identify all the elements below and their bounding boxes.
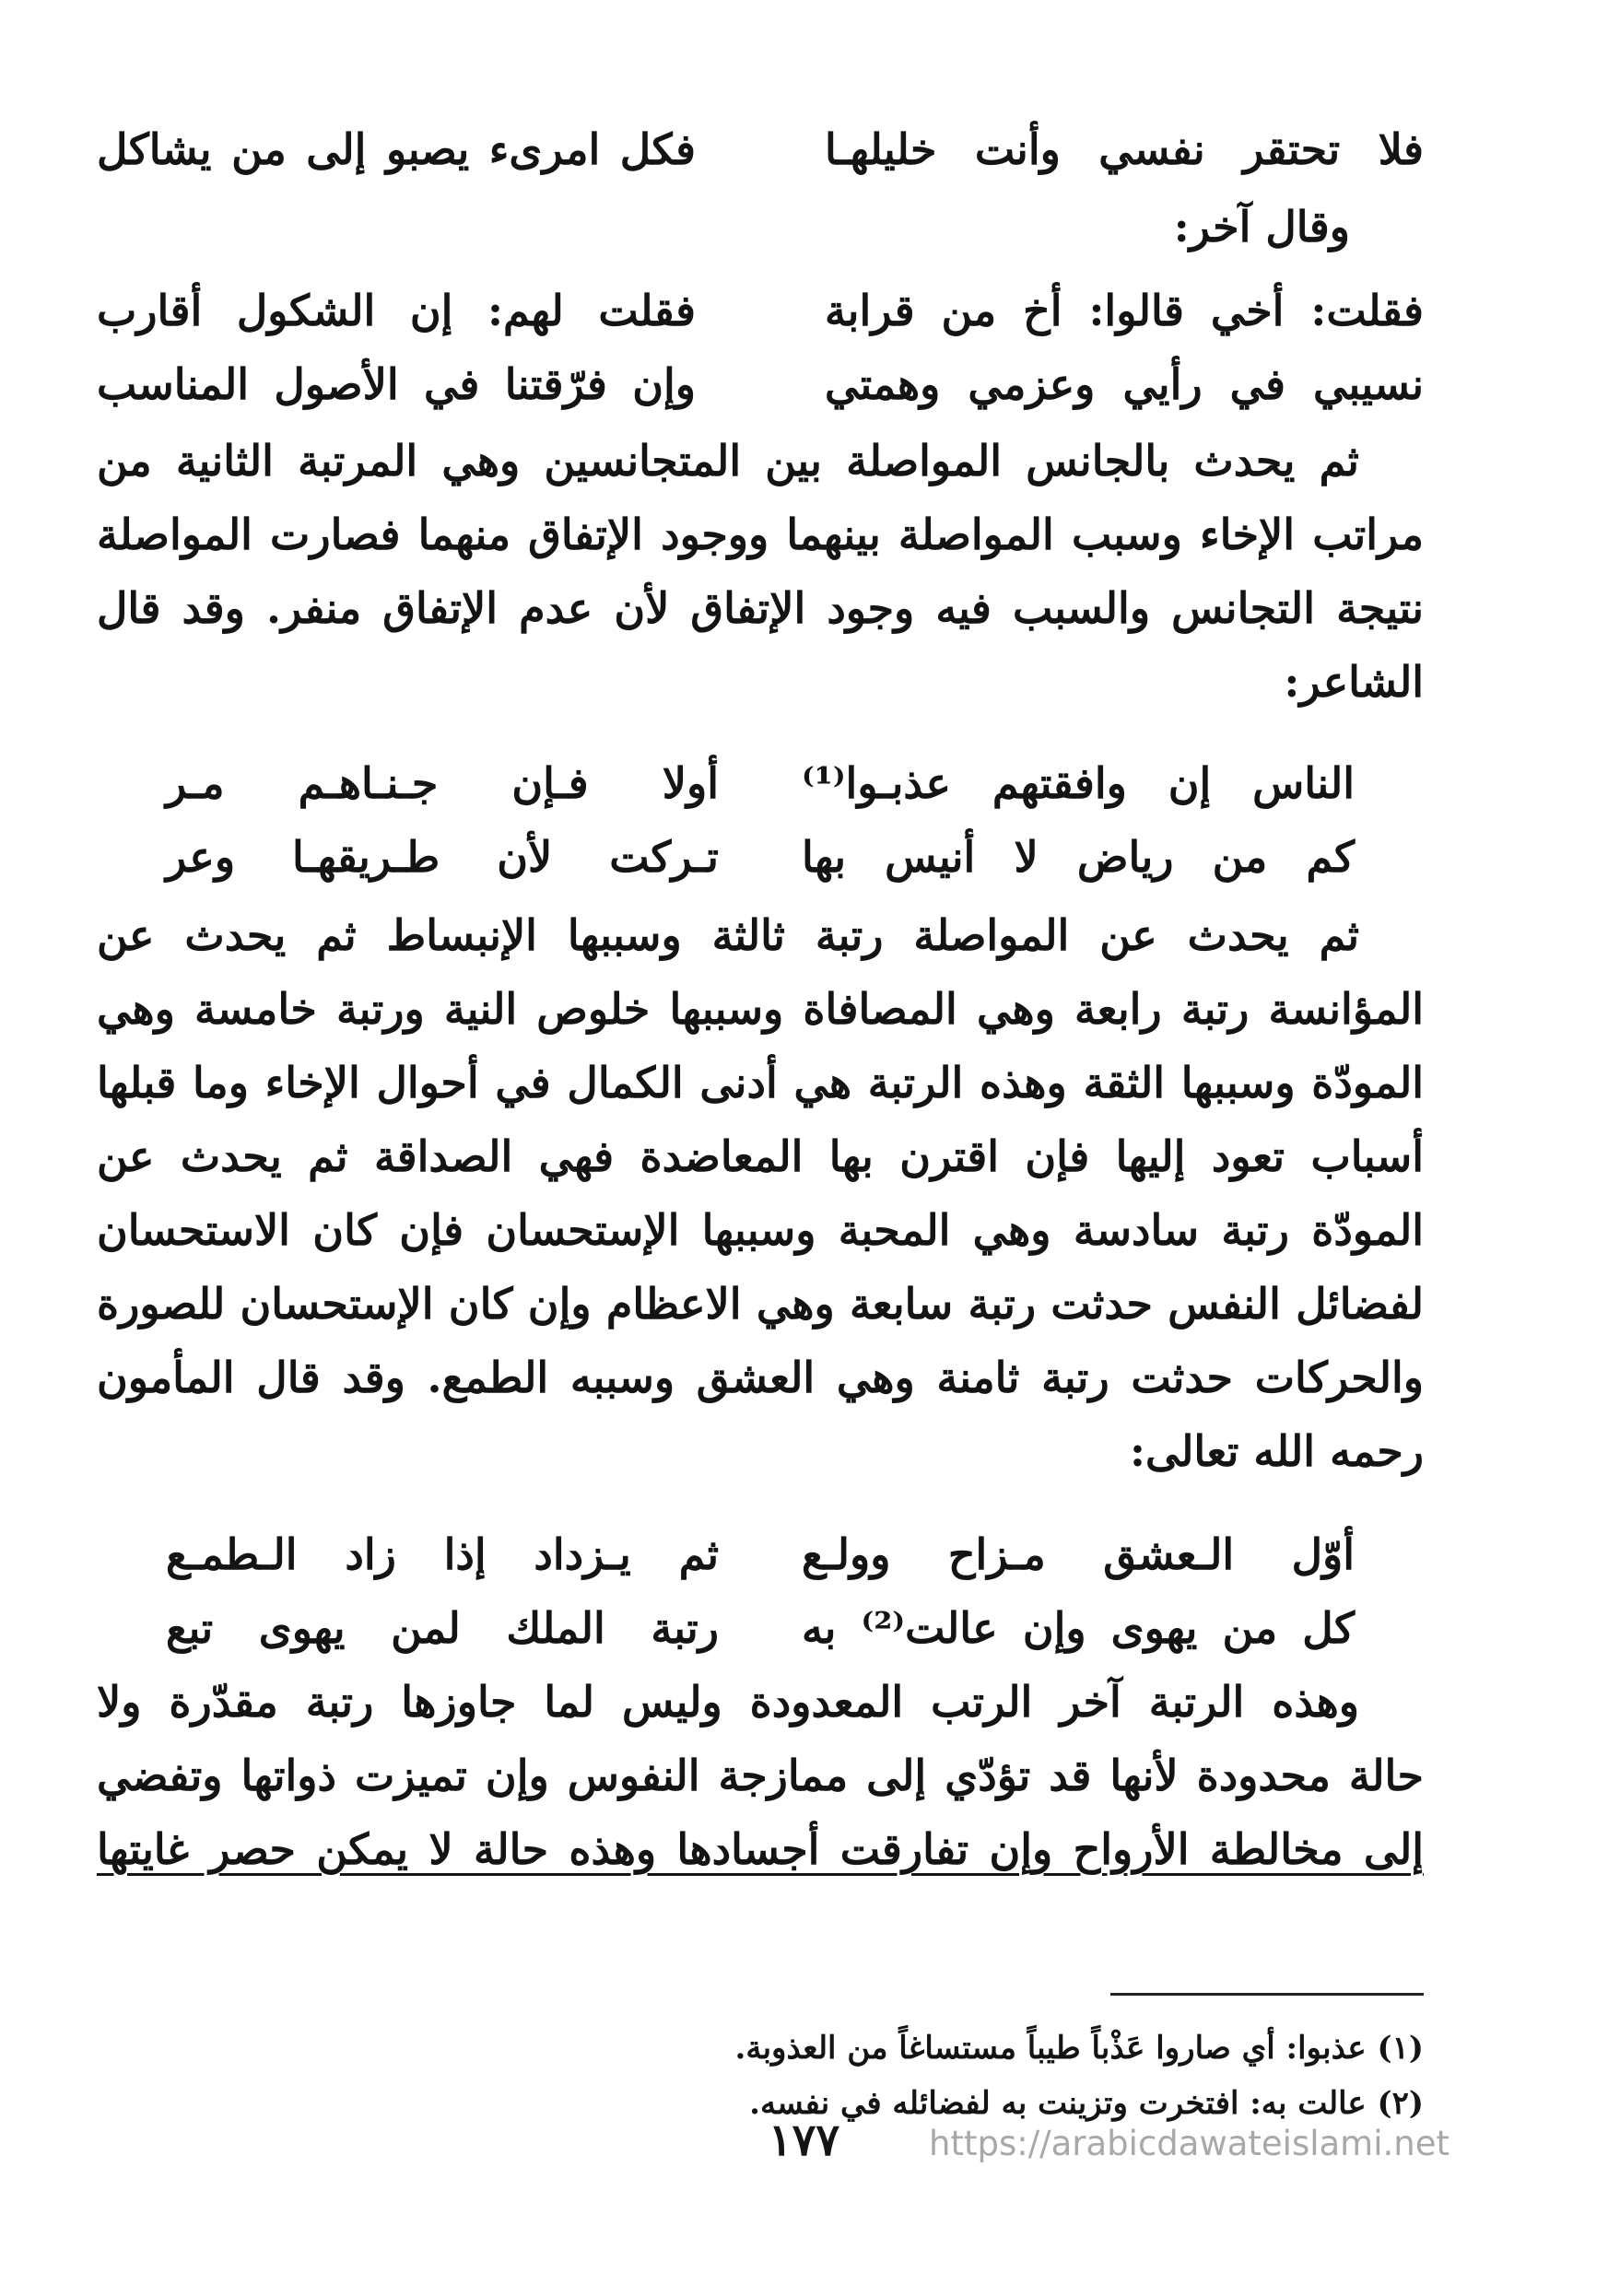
verse-line	[97, 111, 1424, 188]
paragraph-line: حالة محدودة لأنها قد تؤدّي إلى ممازجة النفوس وإن تميزت ذواتها وتفضي	[97, 1751, 1424, 1800]
paragraph-line: والحركات حدثت رتبة ثامنة وهي العشق وسببه الطمع. وقد قال المأمون	[97, 1353, 1424, 1402]
verse-second-hemistich: وإن فرّقتنا في الأصول المناسب	[97, 359, 696, 409]
verse-introduction: وقال آخر:	[1173, 202, 1350, 252]
paragraph-line: المؤانسة رتبة رابعة وهي المصافاة وسببها خلوص النية ورتبة خامسة وهي	[97, 984, 1424, 1034]
verse-first-hemistich: الناس إن وافقتهم عذبـوا⁽¹⁾	[802, 758, 1355, 808]
paragraph-line: المودّة رتبة سادسة وهي المحبة وسببها الإستحسان فإن كان الاستحسان	[97, 1205, 1425, 1255]
footnote: (٢) عالت به: افتخرت وتزينت به لفضائله في نفسه.	[749, 2085, 1424, 2122]
paragraph-line: وهذه الرتبة آخر الرتب المعدودة وليس لما جاوزها رتبة مقدّرة ولا	[97, 1677, 1359, 1727]
paragraph-line: ثم يحدث بالجانس المواصلة بين المتجانسين وهي المرتبة الثانية من	[97, 436, 1359, 486]
verse-first-hemistich: فلا تحتقر نفسي وأنت خليلهـا	[825, 124, 1424, 174]
paragraph-line: رحمه الله تعالى:	[1130, 1426, 1424, 1476]
paragraph-line: الشاعر:	[1284, 657, 1424, 707]
paragraph-line: لفضائل النفس حدثت رتبة سابعة وهي الاعظام وإن كان الإستحسان للصورة	[97, 1279, 1424, 1329]
verse-second-hemistich: ثم يـزداد إذا زاد الـطمـع	[166, 1529, 719, 1579]
verse-line	[97, 1516, 1424, 1593]
footnote: (١) عذبوا: أي صاروا عَذْباً طيباً مستساغاً من العذوبة.	[734, 2030, 1424, 2067]
paragraph-line: مراتب الإخاء وسبب المواصلة بينهما ووجود الإتفاق منهما فصارت المواصلة	[97, 510, 1424, 559]
paragraph-line: نتيجة التجانس والسبب فيه وجود الإتفاق لأن عدم الإتفاق منفر. وقد قال	[97, 583, 1424, 633]
paragraph-line: المودّة وسببها الثقة وهذه الرتبة هي أدنى الكمال في أحوال الإخاء وما قبلها	[97, 1058, 1424, 1107]
paragraph-line: إلى مخالطة الأرواح وإن تفارقت أجسادها وهذه حالة لا يمكن حصر غايتها	[97, 1824, 1424, 1874]
verse-line	[97, 744, 1424, 822]
verse-line	[97, 346, 1424, 423]
verse-first-hemistich: كل من يهوى وإن عالت⁽²⁾ به	[802, 1603, 1355, 1653]
verse-second-hemistich: فكل امرىء يصبو إلى من يشاكل	[97, 124, 696, 174]
verse-second-hemistich: رتبة الملك لمن يهوى تبع	[166, 1603, 719, 1653]
paragraph-line: أسباب تعود إليها فإن اقترن بها المعاضدة فهي الصداقة ثم يحدث عن	[97, 1131, 1424, 1181]
verse-line	[97, 1589, 1424, 1667]
watermark-url: https://arabicdawateislami.net	[929, 2124, 1450, 2163]
verse-second-hemistich: أولا فـإن جـنـاهـم مـر	[166, 758, 719, 808]
verse-first-hemistich: فقلت: أخي قالوا: أخ من قرابة	[825, 286, 1424, 335]
footnote-divider	[1110, 1993, 1424, 1996]
paragraph-line: ثم يحدث عن المواصلة رتبة ثالثة وسببها الإنبساط ثم يحدث عن	[97, 910, 1359, 960]
verse-line	[97, 818, 1424, 896]
verse-second-hemistich: تـركت لأن طـريقهـا وعر	[166, 832, 719, 882]
verse-first-hemistich: نسيبي في رأيي وعزمي وهمتي	[825, 359, 1424, 409]
page-number: ١٧٧	[768, 2114, 840, 2166]
verse-first-hemistich: كم من رياض لا أنيس بها	[802, 832, 1355, 882]
verse-second-hemistich: فقلت لهم: إن الشكول أقارب	[97, 286, 696, 335]
verse-first-hemistich: أوّل الـعشق مـزاح وولـع	[802, 1529, 1355, 1579]
verse-line	[97, 272, 1424, 349]
